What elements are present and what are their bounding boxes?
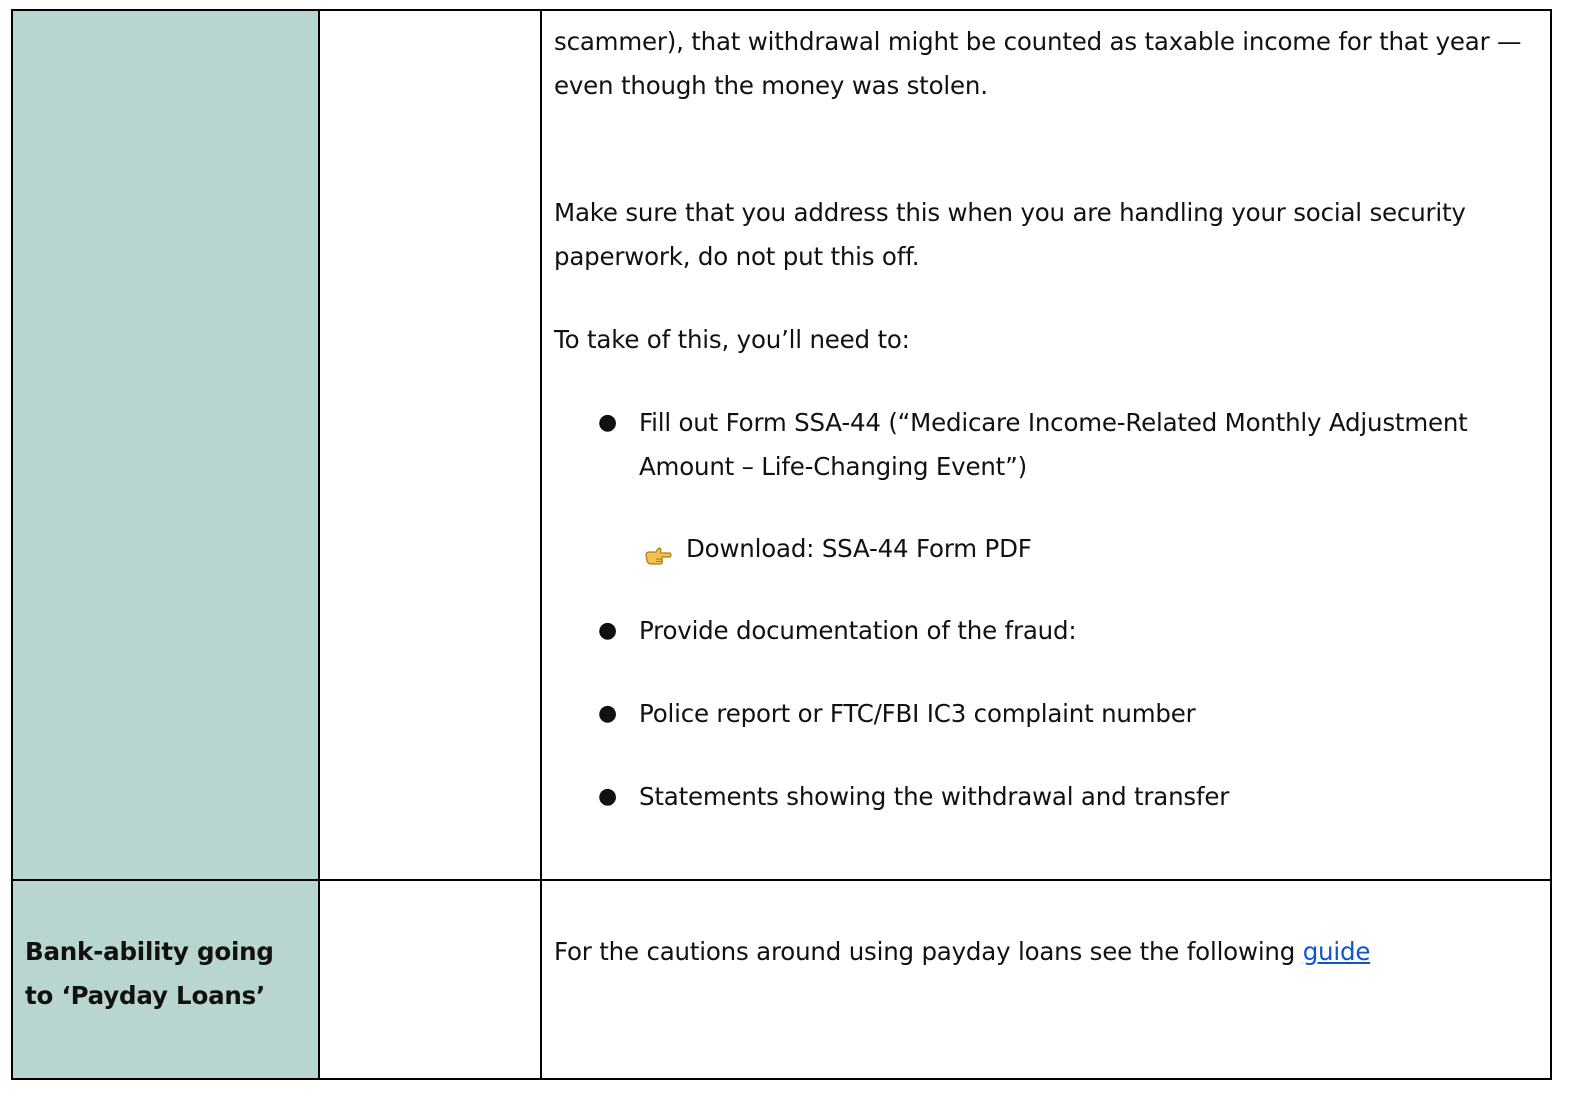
payday-loans-text	[542, 881, 1550, 974]
payday-loans-sentence: For the cautions around using payday loans see the following	[554, 937, 1296, 966]
bullet-icon: ●	[598, 410, 617, 435]
table-row	[12, 10, 1551, 880]
requirements-list	[554, 401, 1538, 819]
download-line	[554, 527, 1538, 571]
paragraph-instructions: To take of this, you’ll need to:	[554, 325, 910, 354]
content-table	[11, 9, 1552, 1080]
empty-cell	[319, 880, 541, 1079]
bullet-icon: ●	[598, 701, 617, 726]
list-item-text: Provide documentation of the fraud:	[639, 616, 1077, 645]
content-cell	[541, 10, 1551, 880]
bullet-icon: ●	[598, 784, 617, 809]
list-item-text: Statements showing the withdrawal and transfer	[639, 782, 1230, 811]
paragraph-social-security: Make sure that you address this when you are handling your social security paperwork, do not put this off.	[554, 198, 1466, 271]
list-item	[554, 775, 1538, 819]
list-item-text: Fill out Form SSA-44 (“Medicare Income-Related Monthly Adjustment Amount – Life-Changing Event”)	[639, 408, 1468, 481]
paragraph-taxable-income: scammer), that withdrawal might be counted as taxable income for that year — even though the money was stolen.	[554, 27, 1522, 100]
list-item-text: Police report or FTC/FBI IC3 complaint number	[639, 699, 1196, 728]
pointing-hand-icon	[644, 538, 672, 560]
list-item	[554, 401, 1538, 489]
list-item	[554, 609, 1538, 653]
list-item	[554, 692, 1538, 736]
empty-cell	[319, 10, 541, 880]
download-text: Download: SSA-44 Form PDF	[686, 534, 1032, 563]
bullet-icon: ●	[598, 618, 617, 643]
guide-link[interactable]: guide	[1302, 937, 1371, 966]
table-row	[12, 880, 1551, 1079]
content-cell	[541, 880, 1551, 1079]
row-label-cell	[12, 880, 319, 1079]
row-heading: Bank-ability going to ‘Payday Loans’	[25, 937, 274, 1010]
row-label-cell	[12, 10, 319, 880]
